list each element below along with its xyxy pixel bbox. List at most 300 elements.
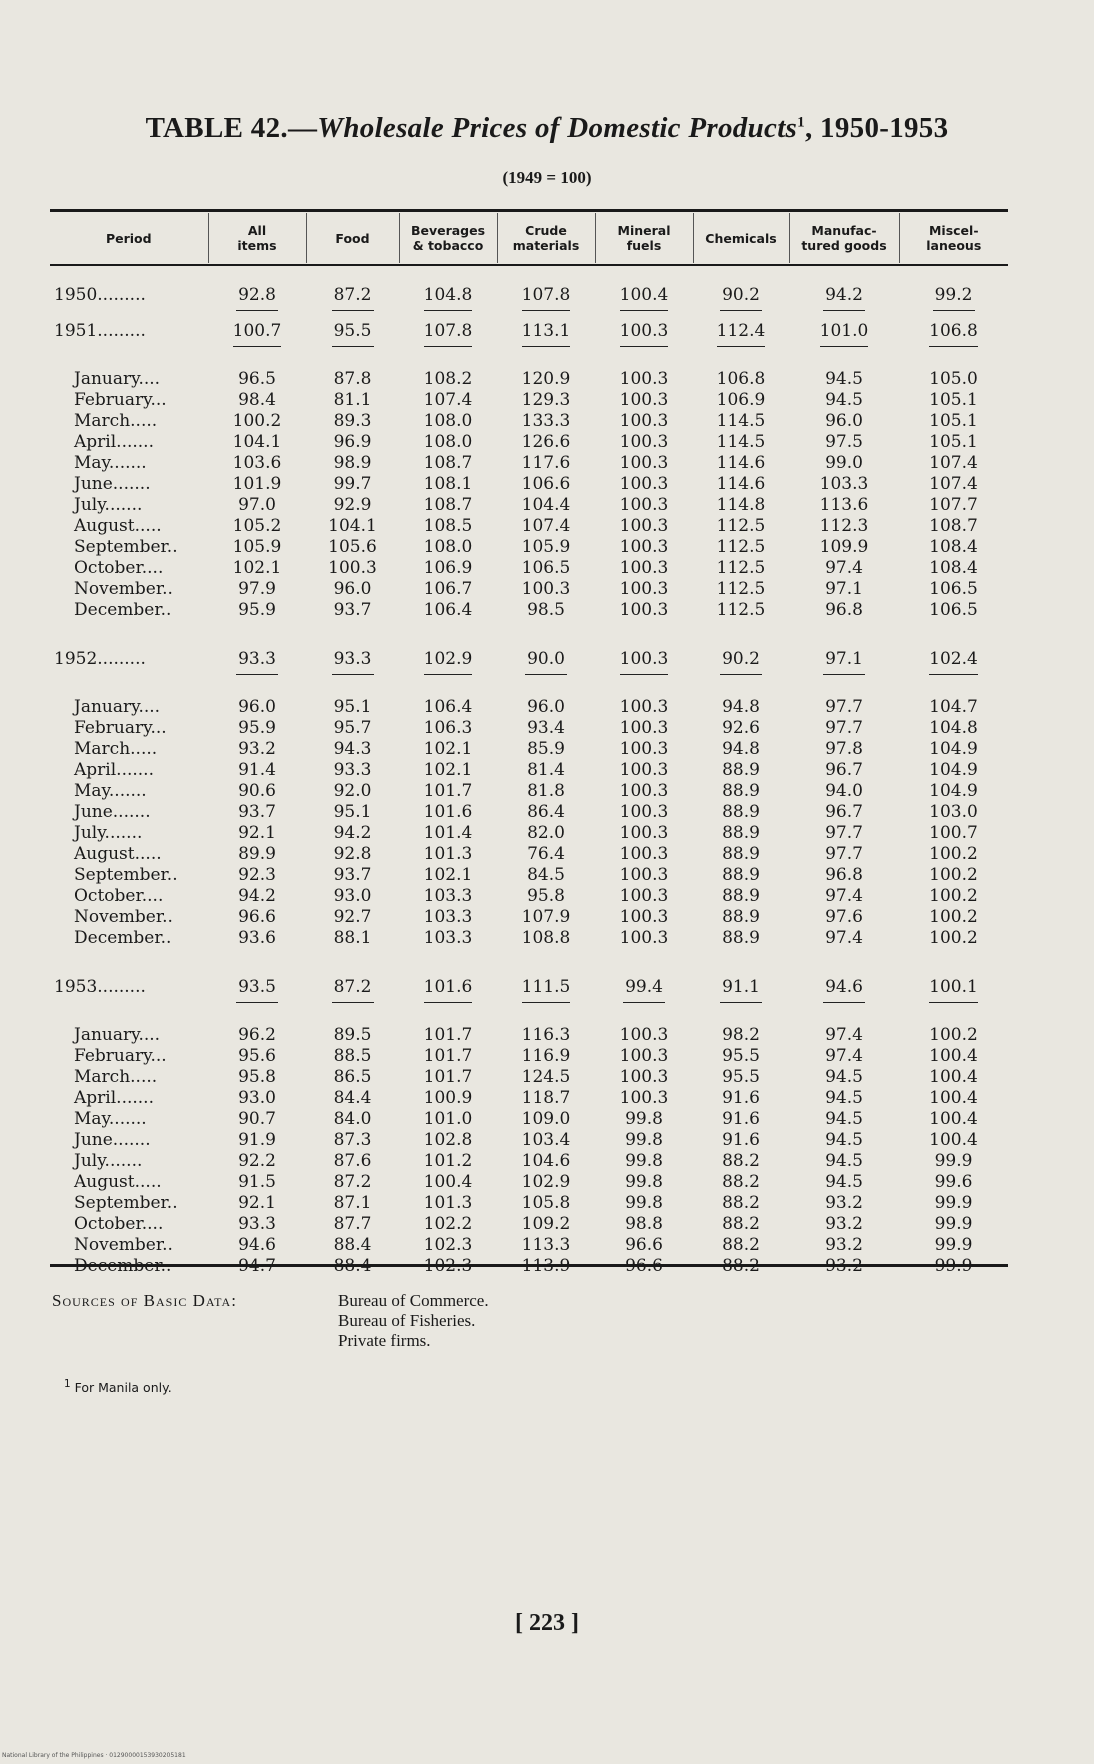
- value-cell: 93.6: [238, 928, 276, 948]
- month-row: [50, 760, 1008, 781]
- month-row: [50, 474, 1008, 495]
- header-row: [50, 213, 1008, 263]
- value-cell: 100.2: [929, 865, 978, 885]
- value-cell: 97.7: [825, 823, 863, 843]
- value-cell: 100.4: [929, 1109, 978, 1129]
- value-cell: 94.3: [333, 739, 372, 759]
- value-cell: 100.3: [619, 1088, 669, 1108]
- value-cell: 100.3: [619, 718, 669, 738]
- value-cell: 98.2: [722, 1025, 760, 1045]
- value-cell: 114.8: [716, 495, 766, 515]
- value-cell: 90.7: [238, 1109, 276, 1129]
- value-cell: 100.4: [929, 1130, 978, 1150]
- value-cell: 95.9: [238, 600, 276, 620]
- period-cell: April.......: [74, 760, 154, 780]
- period-cell: October....: [74, 1214, 164, 1234]
- value-cell: 105.1: [929, 390, 978, 410]
- value-cell: 100.3: [619, 558, 669, 578]
- value-cell: [306, 969, 399, 1005]
- value-cell: 100.3: [521, 579, 571, 599]
- value-cell: 100.3: [619, 453, 669, 473]
- spacer-row: [50, 349, 1008, 369]
- value-cell: 99.9: [934, 1151, 973, 1171]
- period-cell: February...: [74, 390, 167, 410]
- value-cell: 108.0: [423, 411, 473, 431]
- value-cell: 100.3: [619, 600, 669, 620]
- value-cell: 102.1: [423, 739, 473, 759]
- period-cell: June.......: [74, 1130, 151, 1150]
- value-cell: 107.4: [521, 516, 571, 536]
- value-cell: 112.5: [716, 558, 766, 578]
- month-row: [50, 865, 1008, 886]
- value-cell: 88.9: [722, 802, 760, 822]
- column-header: [50, 213, 208, 263]
- month-row: [50, 1046, 1008, 1067]
- value-cell: 98.5: [527, 600, 565, 620]
- value-cell: 93.0: [238, 1088, 276, 1108]
- value-cell: 92.0: [333, 781, 372, 801]
- sources-block: [52, 1291, 489, 1351]
- month-row: [50, 1235, 1008, 1256]
- value-cell: 94.2: [238, 886, 276, 906]
- value-cell: 97.5: [825, 432, 863, 452]
- annual-value: 93.5: [236, 974, 278, 1003]
- value-cell: [899, 263, 1008, 313]
- scan-signature: National Library of the Philippines · 01290000153930205181: [2, 1752, 186, 1759]
- value-cell: 85.9: [527, 739, 565, 759]
- value-cell: 106.5: [929, 579, 978, 599]
- value-cell: 94.5: [825, 1109, 863, 1129]
- column-header-line: fuels: [626, 238, 662, 253]
- period-cell: December..: [74, 1256, 172, 1276]
- annual-value: 87.2: [332, 282, 374, 311]
- value-cell: 97.7: [825, 844, 863, 864]
- value-cell: 82.0: [527, 823, 565, 843]
- value-cell: [899, 969, 1008, 1005]
- value-cell: 93.2: [825, 1235, 863, 1255]
- value-cell: 97.4: [825, 886, 863, 906]
- period-cell: June.......: [74, 802, 151, 822]
- value-cell: 86.4: [527, 802, 565, 822]
- annual-value: 106.8: [929, 318, 978, 347]
- annual-value: 107.8: [522, 282, 571, 311]
- column-header: [306, 213, 399, 263]
- value-cell: 88.9: [722, 865, 760, 885]
- period-cell: January....: [74, 1025, 161, 1045]
- column-header-line: Period: [105, 230, 152, 246]
- value-cell: 93.0: [333, 886, 372, 906]
- value-cell: 89.5: [333, 1025, 372, 1045]
- value-cell: 100.3: [619, 369, 669, 389]
- value-cell: 95.7: [333, 718, 372, 738]
- month-row: [50, 844, 1008, 865]
- value-cell: 93.4: [527, 718, 565, 738]
- value-cell: 88.5: [333, 1046, 372, 1066]
- column-header-line: Food: [335, 230, 370, 246]
- annual-row: [50, 969, 1008, 1005]
- value-cell: [399, 641, 497, 677]
- value-cell: 97.4: [825, 1046, 863, 1066]
- value-cell: 108.1: [423, 474, 473, 494]
- period-cell: 1952.........: [54, 649, 146, 669]
- value-cell: 76.4: [527, 844, 565, 864]
- value-cell: [595, 263, 693, 313]
- value-cell: 95.6: [238, 1046, 276, 1066]
- spacer-row: [50, 677, 1008, 697]
- annual-value: 113.1: [522, 318, 571, 347]
- table-title: [0, 112, 1094, 145]
- value-cell: 106.8: [716, 369, 766, 389]
- value-cell: 97.4: [825, 928, 863, 948]
- period-cell: 1950.........: [54, 285, 146, 305]
- value-cell: 116.3: [521, 1025, 571, 1045]
- month-row: [50, 781, 1008, 802]
- value-cell: 114.6: [716, 453, 766, 473]
- value-cell: 99.8: [625, 1109, 663, 1129]
- value-cell: 97.4: [825, 558, 863, 578]
- value-cell: 105.0: [929, 369, 978, 389]
- month-row: [50, 1109, 1008, 1130]
- value-cell: 93.2: [825, 1193, 863, 1213]
- value-cell: 103.3: [423, 907, 473, 927]
- annual-value: 94.2: [823, 282, 865, 311]
- value-cell: 108.4: [929, 537, 978, 557]
- column-header-line: Mineral: [617, 223, 671, 238]
- value-cell: 108.4: [929, 558, 978, 578]
- value-cell: 87.2: [333, 1172, 372, 1192]
- value-cell: 114.6: [716, 474, 766, 494]
- value-cell: 107.4: [423, 390, 473, 410]
- month-row: [50, 537, 1008, 558]
- value-cell: 97.7: [825, 697, 863, 717]
- value-cell: 96.9: [333, 432, 372, 452]
- value-cell: 100.2: [929, 907, 978, 927]
- value-cell: 88.9: [722, 886, 760, 906]
- period-cell: November..: [74, 579, 173, 599]
- value-cell: 92.2: [238, 1151, 276, 1171]
- annual-value: 90.2: [720, 646, 762, 675]
- value-cell: [789, 263, 899, 313]
- value-cell: 93.7: [333, 865, 372, 885]
- value-cell: 96.8: [825, 600, 863, 620]
- value-cell: [693, 313, 789, 349]
- value-cell: 87.6: [333, 1151, 372, 1171]
- value-cell: 92.1: [238, 1193, 276, 1213]
- month-row: [50, 1214, 1008, 1235]
- period-cell: March.....: [74, 411, 158, 431]
- value-cell: 112.5: [716, 516, 766, 536]
- value-cell: 99.9: [934, 1193, 973, 1213]
- period-cell: 1951.........: [54, 321, 146, 341]
- value-cell: 105.2: [232, 516, 282, 536]
- value-cell: 91.6: [722, 1109, 760, 1129]
- value-cell: 106.9: [716, 390, 766, 410]
- value-cell: 84.5: [527, 865, 565, 885]
- table-body: [50, 263, 1008, 1277]
- value-cell: 101.7: [423, 1067, 473, 1087]
- period-cell: February...: [74, 1046, 167, 1066]
- value-cell: 97.8: [825, 739, 863, 759]
- value-cell: 96.2: [238, 1025, 276, 1045]
- value-cell: 106.7: [423, 579, 473, 599]
- value-cell: 96.0: [527, 697, 565, 717]
- value-cell: 94.8: [722, 739, 760, 759]
- month-row: [50, 823, 1008, 844]
- value-cell: 91.5: [238, 1172, 276, 1192]
- month-row: [50, 1025, 1008, 1046]
- value-cell: 92.6: [722, 718, 760, 738]
- value-cell: 116.9: [521, 1046, 571, 1066]
- value-cell: 101.2: [423, 1151, 473, 1171]
- value-cell: 101.7: [423, 1025, 473, 1045]
- value-cell: 81.4: [527, 760, 565, 780]
- column-header: [208, 213, 306, 263]
- column-header-line: items: [237, 238, 277, 253]
- value-cell: 100.3: [619, 802, 669, 822]
- value-cell: 81.1: [333, 390, 372, 410]
- annual-value: 100.1: [929, 974, 978, 1003]
- month-row: [50, 600, 1008, 621]
- value-cell: 99.9: [934, 1256, 973, 1276]
- value-cell: 96.8: [825, 865, 863, 885]
- column-header: [497, 213, 595, 263]
- value-cell: 108.8: [521, 928, 571, 948]
- value-cell: 105.8: [521, 1193, 571, 1213]
- value-cell: [208, 313, 306, 349]
- period-cell: January....: [74, 369, 161, 389]
- title-dash: —: [287, 112, 318, 144]
- value-cell: 84.0: [333, 1109, 372, 1129]
- value-cell: 106.5: [929, 600, 978, 620]
- value-cell: 96.0: [333, 579, 372, 599]
- value-cell: 98.9: [333, 453, 372, 473]
- value-cell: 93.2: [825, 1256, 863, 1276]
- month-row: [50, 1151, 1008, 1172]
- value-cell: 96.6: [625, 1235, 663, 1255]
- period-cell: November..: [74, 1235, 173, 1255]
- value-cell: 100.3: [619, 1025, 669, 1045]
- value-cell: 94.5: [825, 369, 863, 389]
- column-header-line: materials: [512, 238, 580, 253]
- value-cell: 100.4: [423, 1172, 473, 1192]
- annual-value: 90.0: [525, 646, 567, 675]
- value-cell: 91.6: [722, 1130, 760, 1150]
- annual-value: 99.2: [933, 282, 975, 311]
- title-footnote-mark: 1: [797, 114, 805, 131]
- value-cell: 106.3: [423, 718, 473, 738]
- period-cell: September..: [74, 865, 178, 885]
- page-number: [ 223 ]: [515, 1610, 579, 1636]
- annual-row: [50, 313, 1008, 349]
- value-cell: 100.4: [929, 1067, 978, 1087]
- value-cell: 93.7: [238, 802, 276, 822]
- value-cell: 94.7: [238, 1256, 276, 1276]
- value-cell: 100.4: [929, 1046, 978, 1066]
- spacer-cell: [50, 677, 1008, 697]
- value-cell: 100.3: [619, 823, 669, 843]
- source-line: Bureau of Commerce.: [338, 1291, 489, 1310]
- value-cell: 100.3: [619, 739, 669, 759]
- value-cell: 93.3: [238, 1214, 276, 1234]
- value-cell: 99.9: [934, 1214, 973, 1234]
- value-cell: 96.6: [238, 907, 276, 927]
- column-header: [399, 213, 497, 263]
- value-cell: 114.5: [716, 411, 766, 431]
- value-cell: 102.1: [423, 760, 473, 780]
- value-cell: 86.5: [333, 1067, 372, 1087]
- value-cell: 96.5: [238, 369, 276, 389]
- value-cell: 106.9: [423, 558, 473, 578]
- value-cell: [497, 641, 595, 677]
- value-cell: 100.3: [619, 1046, 669, 1066]
- value-cell: 112.3: [819, 516, 869, 536]
- value-cell: [399, 969, 497, 1005]
- value-cell: 87.1: [333, 1193, 372, 1213]
- spacer-cell: [50, 349, 1008, 369]
- value-cell: 104.4: [521, 495, 571, 515]
- value-cell: 105.1: [929, 411, 978, 431]
- spacer-row: [50, 949, 1008, 969]
- spacer-cell: [50, 621, 1008, 641]
- value-cell: 97.4: [825, 1025, 863, 1045]
- value-cell: 108.7: [929, 516, 978, 536]
- value-cell: 99.7: [333, 474, 372, 494]
- month-row: [50, 1088, 1008, 1109]
- period-cell: May.......: [74, 1109, 147, 1129]
- value-cell: 108.5: [423, 516, 473, 536]
- value-cell: 87.3: [333, 1130, 372, 1150]
- value-cell: 100.3: [619, 844, 669, 864]
- value-cell: [899, 313, 1008, 349]
- value-cell: 97.1: [825, 579, 863, 599]
- value-cell: 88.1: [333, 928, 372, 948]
- value-cell: 99.8: [625, 1193, 663, 1213]
- value-cell: 100.3: [619, 516, 669, 536]
- value-cell: 118.7: [521, 1088, 571, 1108]
- value-cell: 113.9: [521, 1256, 571, 1276]
- period-cell: May.......: [74, 781, 147, 801]
- footnote: [64, 1378, 172, 1395]
- period-cell: May.......: [74, 453, 147, 473]
- value-cell: 100.3: [619, 411, 669, 431]
- value-cell: 100.3: [619, 865, 669, 885]
- value-cell: 92.9: [333, 495, 372, 515]
- value-cell: 103.3: [423, 886, 473, 906]
- value-cell: 95.8: [527, 886, 565, 906]
- value-cell: 94.5: [825, 1130, 863, 1150]
- value-cell: 102.1: [423, 865, 473, 885]
- value-cell: 100.3: [619, 907, 669, 927]
- value-cell: 94.5: [825, 1088, 863, 1108]
- value-cell: 95.5: [722, 1046, 760, 1066]
- value-cell: [789, 969, 899, 1005]
- value-cell: 106.6: [521, 474, 571, 494]
- value-cell: 103.3: [423, 928, 473, 948]
- value-cell: 108.0: [423, 537, 473, 557]
- value-cell: 96.0: [825, 411, 863, 431]
- column-header-line: Manufac-: [811, 223, 877, 238]
- value-cell: 89.3: [333, 411, 372, 431]
- value-cell: 99.8: [625, 1130, 663, 1150]
- value-cell: [693, 969, 789, 1005]
- value-cell: 104.9: [929, 739, 978, 759]
- value-cell: 107.9: [521, 907, 571, 927]
- value-cell: 100.3: [619, 886, 669, 906]
- month-row: [50, 411, 1008, 432]
- value-cell: 105.9: [521, 537, 571, 557]
- source-line: Private firms.: [338, 1331, 431, 1350]
- period-cell: June.......: [74, 474, 151, 494]
- spacer-row: [50, 621, 1008, 641]
- value-cell: 97.0: [238, 495, 276, 515]
- value-cell: 87.7: [333, 1214, 372, 1234]
- value-cell: 89.9: [238, 844, 276, 864]
- value-cell: 112.5: [716, 537, 766, 557]
- month-row: [50, 802, 1008, 823]
- value-cell: 100.3: [619, 495, 669, 515]
- value-cell: 95.5: [722, 1067, 760, 1087]
- value-cell: 100.3: [619, 697, 669, 717]
- value-cell: 126.6: [521, 432, 571, 452]
- month-row: [50, 516, 1008, 537]
- period-cell: December..: [74, 600, 172, 620]
- month-row: [50, 697, 1008, 718]
- annual-row: [50, 263, 1008, 313]
- month-row: [50, 579, 1008, 600]
- month-row: [50, 1130, 1008, 1151]
- value-cell: [208, 969, 306, 1005]
- annual-value: 93.3: [332, 646, 374, 675]
- value-cell: 92.8: [333, 844, 372, 864]
- period-cell: February...: [74, 718, 167, 738]
- value-cell: [208, 641, 306, 677]
- value-cell: 88.2: [722, 1172, 760, 1192]
- value-cell: 100.2: [929, 1025, 978, 1045]
- value-cell: 94.2: [333, 823, 372, 843]
- footnote-mark: 1: [64, 1378, 71, 1390]
- value-cell: 88.4: [333, 1235, 372, 1255]
- month-row: [50, 718, 1008, 739]
- month-row: [50, 928, 1008, 949]
- column-header: [595, 213, 693, 263]
- value-cell: 100.3: [619, 928, 669, 948]
- value-cell: 94.6: [238, 1235, 276, 1255]
- value-cell: 91.4: [238, 760, 276, 780]
- column-header-line: laneous: [926, 238, 982, 253]
- price-index-table: [50, 213, 1008, 1277]
- value-cell: 108.7: [423, 495, 473, 515]
- value-cell: 95.8: [238, 1067, 276, 1087]
- value-cell: 108.0: [423, 432, 473, 452]
- value-cell: 97.7: [825, 718, 863, 738]
- title-years: , 1950-1953: [804, 112, 949, 144]
- value-cell: 109.2: [521, 1214, 571, 1234]
- value-cell: 88.9: [722, 760, 760, 780]
- value-cell: 100.7: [929, 823, 978, 843]
- period-cell: March.....: [74, 739, 158, 759]
- value-cell: 93.2: [238, 739, 276, 759]
- annual-value: 87.2: [332, 974, 374, 1003]
- value-cell: 101.7: [423, 781, 473, 801]
- value-cell: 101.6: [423, 802, 473, 822]
- column-header: [899, 213, 1008, 263]
- value-cell: 104.9: [929, 781, 978, 801]
- value-cell: [399, 313, 497, 349]
- value-cell: 97.6: [825, 907, 863, 927]
- value-cell: 101.7: [423, 1046, 473, 1066]
- period-cell: August.....: [74, 516, 162, 536]
- value-cell: 88.9: [722, 844, 760, 864]
